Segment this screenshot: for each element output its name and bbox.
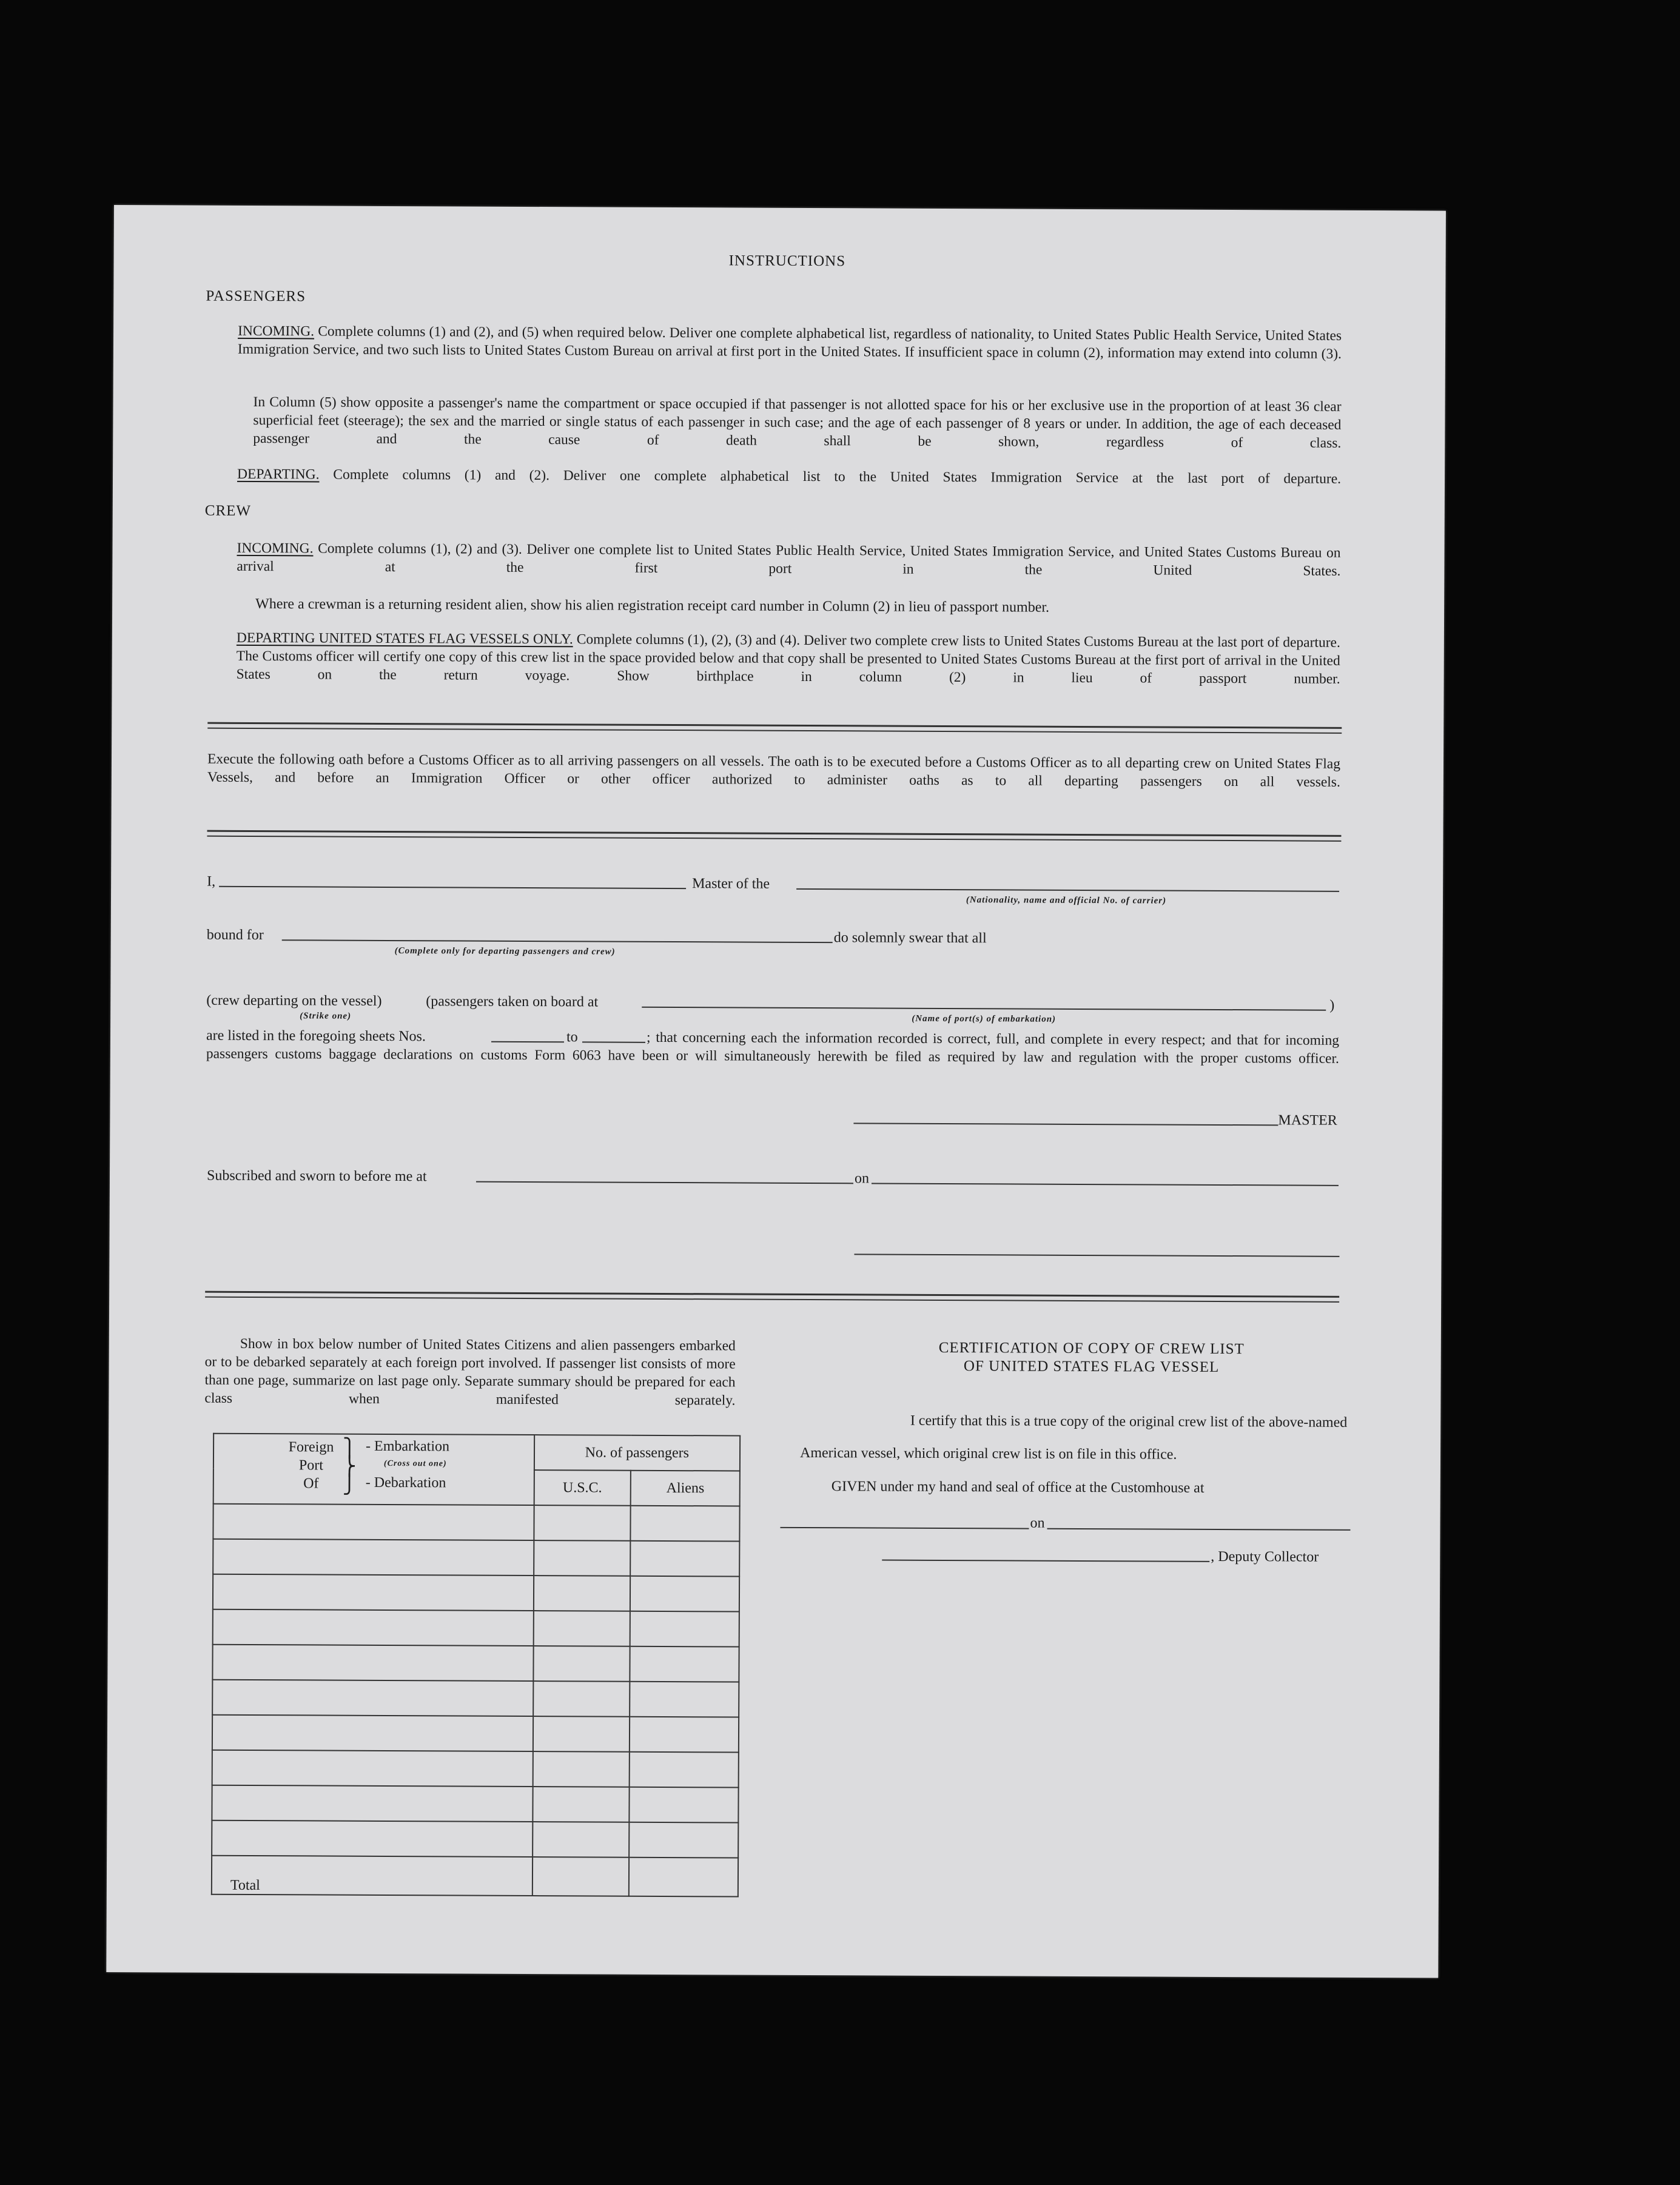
port-cell[interactable] — [213, 1574, 534, 1611]
embarkation-port-field[interactable] — [642, 1007, 1326, 1011]
form-page — [106, 205, 1446, 1978]
aliens-cell[interactable] — [630, 1787, 739, 1823]
aliens-header: Aliens — [631, 1471, 740, 1506]
strike-hint: (Strike one) — [300, 1011, 352, 1021]
crew-heading: CREW — [204, 502, 252, 519]
deputy-collector-label: , Deputy Collector — [1211, 1548, 1319, 1565]
aliens-cell[interactable] — [630, 1717, 739, 1753]
passenger-summary-table — [211, 1433, 741, 1898]
certification-title — [843, 1338, 1340, 1377]
crew-incoming-block — [237, 539, 1340, 599]
crew-incoming-label: INCOMING. — [237, 540, 314, 557]
sworn-on-label: on — [854, 1170, 870, 1187]
certification-title-line1: CERTIFICATION OF COPY OF CREW LIST — [938, 1339, 1245, 1358]
no-passengers-header: No. of passengers — [534, 1435, 741, 1471]
usc-cell[interactable] — [533, 1716, 630, 1752]
section-divider — [207, 830, 1341, 842]
crew-departing-block — [236, 629, 1340, 707]
aliens-cell[interactable] — [630, 1752, 739, 1788]
total-row — [212, 1856, 738, 1897]
listed-post: ; that concerning each the information recorded is correct, full, and complete in every respect; and that for incoming passengers customs baggage declarations on customs Form 6063 have been or will simultaneously herewith be filed as required by law and regulation with the proper customs officer. — [206, 1029, 1340, 1067]
col-foreign: Foreign — [288, 1439, 334, 1455]
section-divider — [207, 722, 1342, 734]
passengers-incoming-label: INCOMING. — [238, 323, 315, 340]
port-cell[interactable] — [212, 1785, 533, 1822]
total-label: Total — [212, 1856, 533, 1896]
usc-header: U.S.C. — [534, 1470, 631, 1506]
crew-departing-option[interactable]: (crew departing on the vessel) — [206, 992, 382, 1009]
cert-on-label: on — [1030, 1515, 1045, 1531]
aliens-cell[interactable] — [629, 1822, 738, 1858]
certify-line-1: I certify that this is a true copy of the original crew list of the above-named — [910, 1412, 1348, 1431]
port-cell[interactable] — [213, 1539, 534, 1576]
passengers-column5-text: In Column (5) show opposite a passenger's name the compartment or space occupied if that passenger is not allotted space for his or her exclusive use in the proportion of at least 36 clear superficial feet (steerage); the sex and the married or single status of each passenger in such case; and the age of each passenger of 8 years or under. In addition, the age of each deceased passenger and the cause of death shall be shown, regardless of class. — [253, 394, 1342, 451]
sworn-date-field[interactable] — [872, 1183, 1339, 1186]
aliens-cell[interactable] — [630, 1682, 739, 1717]
bound-hint: (Complete only for departing passengers and crew) — [394, 946, 616, 957]
bound-for-field[interactable] — [282, 939, 833, 943]
total-aliens-cell[interactable] — [629, 1858, 738, 1897]
deputy-signature-field[interactable] — [882, 1560, 1209, 1562]
oath-intro: Execute the following oath before a Customs Officer as to all arriving passengers on all vessels. The oath is to be executed before a Customs Officer as to all departing crew on United States Flag Vessels, and before an Immigration Officer or other officer authorized to administer oaths as to all departing passengers on all vessels. — [207, 751, 1341, 790]
passengers-departing-label: DEPARTING. — [237, 466, 320, 483]
given-line: GIVEN under my hand and seal of office at the Customhouse at — [831, 1478, 1205, 1496]
crew-departing-label: DEPARTING UNITED STATES FLAG VESSELS ONLY. — [236, 629, 573, 648]
table-row — [212, 1645, 739, 1682]
aliens-cell[interactable] — [630, 1541, 739, 1577]
usc-cell[interactable] — [533, 1751, 630, 1787]
crew-departing-text: Complete columns (1), (2), (3) and (4). Deliver two complete crew lists to United States Customs Bureau at the last port of departure. The Customs officer will certify one copy of this crew list in the space provided below and that copy shall be presented to United States Customs Bureau at the first port of arrival in the United States on the return voyage. Show birthplace in column (2) in lieu of passport number. — [236, 631, 1340, 687]
passengers-departing-text: Complete columns (1) and (2). Deliver one complete alphabetical list to the United States Immigration Service at the last port of departure. — [333, 466, 1342, 487]
section-divider — [205, 1291, 1339, 1303]
usc-cell[interactable] — [533, 1681, 630, 1717]
table-row — [212, 1785, 738, 1823]
certification-title-line2: OF UNITED STATES FLAG VESSEL — [963, 1358, 1220, 1375]
usc-cell[interactable] — [533, 1646, 630, 1682]
master-name-field[interactable] — [219, 886, 686, 889]
brace-icon: ⎫ ⎬ ⎭ — [342, 1438, 357, 1495]
aliens-cell[interactable] — [630, 1611, 739, 1647]
table-row — [212, 1680, 739, 1717]
usc-cell[interactable] — [533, 1787, 630, 1822]
usc-cell[interactable] — [534, 1576, 631, 1611]
usc-cell[interactable] — [533, 1611, 630, 1646]
oath-i-label: I, — [207, 873, 216, 890]
aliens-cell[interactable] — [630, 1576, 739, 1612]
passengers-heading: PASSENGERS — [206, 287, 306, 305]
bound-for-label: bound for — [206, 927, 264, 944]
cert-date-field[interactable] — [1047, 1528, 1350, 1531]
port-cell[interactable] — [212, 1750, 533, 1787]
col-port: Port — [298, 1457, 323, 1474]
aliens-cell[interactable] — [630, 1646, 739, 1682]
cross-out-hint: (Cross out one) — [383, 1458, 447, 1469]
customhouse-field[interactable] — [780, 1527, 1029, 1529]
carrier-hint: (Nationality, name and official No. of carrier) — [966, 895, 1167, 906]
usc-cell[interactable] — [534, 1540, 631, 1576]
table-row — [212, 1750, 739, 1788]
aliens-cell[interactable] — [631, 1506, 740, 1542]
port-cell[interactable] — [213, 1609, 534, 1646]
passengers-taken-option[interactable]: (passengers taken on board at — [426, 993, 599, 1010]
table-row — [212, 1715, 739, 1753]
usc-cell[interactable] — [534, 1505, 631, 1541]
table-row — [213, 1609, 739, 1647]
port-cell[interactable] — [212, 1680, 533, 1716]
usc-cell[interactable] — [533, 1822, 630, 1858]
port-cell[interactable] — [212, 1645, 533, 1681]
passengers-departing-block — [237, 465, 1341, 506]
col-of: Of — [303, 1475, 319, 1492]
swear-text: do solemnly swear that all — [833, 930, 987, 947]
listed-to: to — [566, 1029, 578, 1046]
debarkation-option[interactable]: - Debarkation — [365, 1474, 446, 1491]
listed-pre: are listed in the foregoing sheets Nos. — [206, 1027, 426, 1045]
foreign-port-header — [213, 1434, 534, 1505]
crew-incoming-text: Complete columns (1), (2) and (3). Deliver one complete list to United States Public Health Service, United States Immigration Service, and United States Customs Bureau on arrival at the first port in the United States. — [237, 540, 1341, 579]
port-hint: (Name of port(s) of embarkation) — [912, 1013, 1057, 1024]
passengers-incoming-block — [238, 322, 1342, 381]
sworn-place-field[interactable] — [476, 1181, 853, 1184]
summary-instructions: Show in box below number of United States Citizens and alien passengers embarked or to be debarked separately at each foreign port involved. If passenger list consists of more than one page, summarize on last page only. Separate summary should be prepared for each class when manifested separately. — [204, 1335, 736, 1409]
table-row — [213, 1504, 739, 1542]
carrier-field[interactable] — [796, 888, 1339, 892]
master-signature-field[interactable] — [853, 1123, 1278, 1126]
total-usc-cell[interactable] — [532, 1857, 629, 1896]
master-of-label: Master of the — [692, 876, 770, 892]
page-title: INSTRUCTIONS — [728, 252, 846, 270]
table-row — [212, 1821, 738, 1858]
port-cell[interactable] — [212, 1821, 533, 1857]
passengers-incoming-text: Complete columns (1) and (2), and (5) when required below. Deliver one complete alphabetical list, regardless of nationality, to United States Public Health Service, United States Immigration Service, and two such lists to United States Custom Bureau on arrival at first port in the United States. If insufficient space in column (2), information may extend into column (3). — [237, 323, 1342, 362]
crew-resident-text: Where a crewman is a returning resident alien, show his alien registration receipt card number in Column (2) in lieu of passport number. — [255, 596, 1050, 616]
port-cell[interactable] — [213, 1504, 534, 1540]
table-row — [213, 1574, 739, 1612]
table-row — [213, 1539, 739, 1577]
officer-signature-field[interactable] — [854, 1254, 1339, 1257]
close-paren: ) — [1329, 997, 1335, 1013]
certify-line-2: American vessel, which original crew list is on file in this office. — [799, 1445, 1177, 1463]
port-cell[interactable] — [212, 1715, 533, 1751]
subscribed-label: Subscribed and sworn to before me at — [206, 1167, 427, 1185]
master-label: MASTER — [1278, 1112, 1337, 1129]
embarkation-option[interactable]: - Embarkation — [366, 1438, 450, 1455]
